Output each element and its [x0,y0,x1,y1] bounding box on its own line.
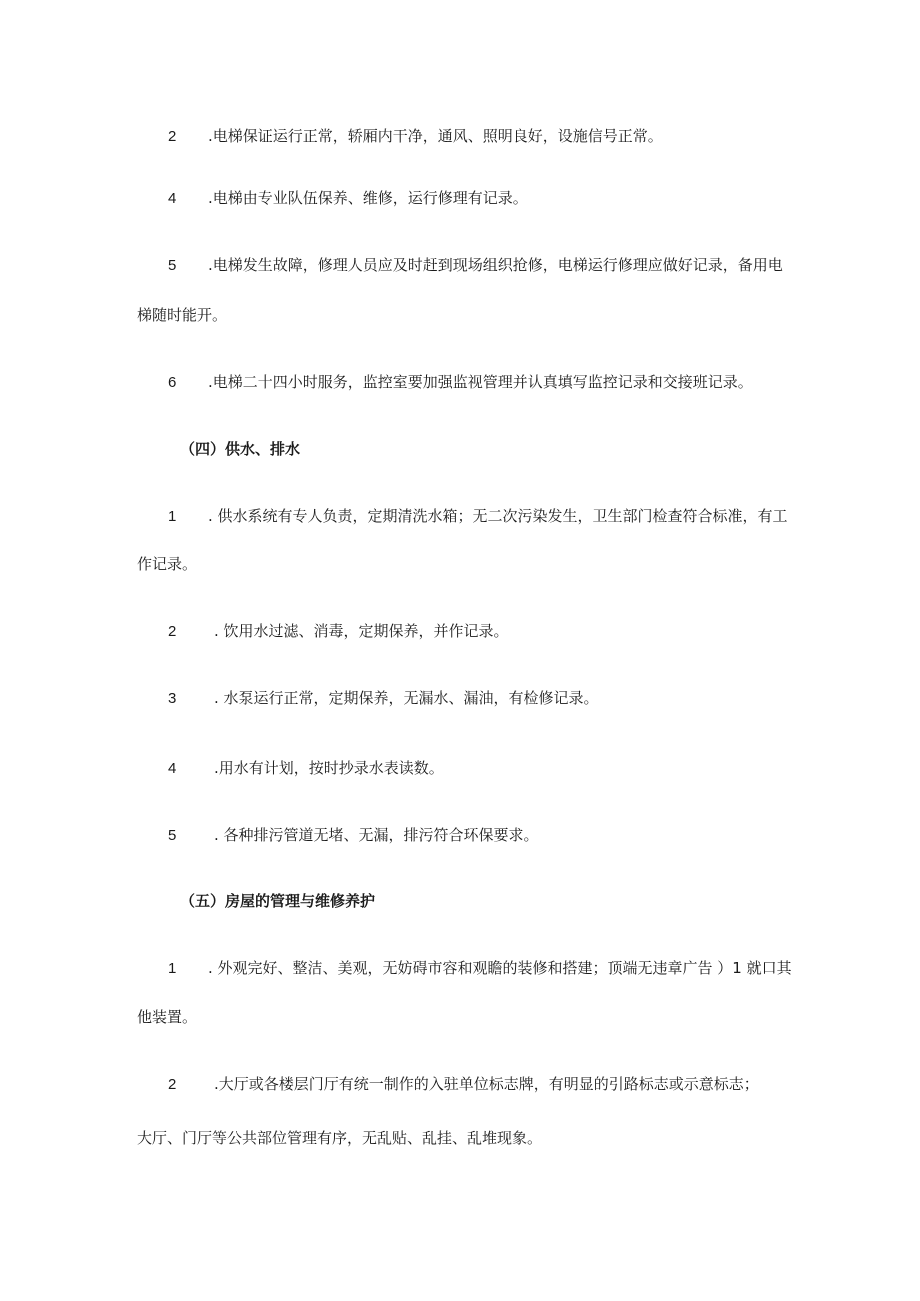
item-text: .电梯发生故障，修理人员应及时赶到现场组织抢修，电梯运行修理应做好记录，备用电 [208,256,783,274]
item-number: 2 [168,128,177,145]
item-number: 2 [168,1076,177,1093]
item-text-continuation: 他装置。 [137,1008,198,1026]
item-text: .电梯保证运行正常，轿厢内干净，通风、照明良好，设施信号正常。 [208,127,663,145]
list-item [168,1074,759,1095]
list-item [168,126,663,147]
item-number: 1 [168,508,177,525]
item-number: 5 [168,827,177,844]
list-item [168,255,783,276]
item-text: .电梯由专业队伍保养、维修，运行修理有记录。 [208,189,528,207]
item-text: . 饮用水过滤、消毒，定期保养，并作记录。 [214,622,509,640]
item-number: 6 [168,374,177,391]
item-text-continuation: 大厅、门厅等公共部位管理有序，无乱贴、乱挂、乱堆现象。 [137,1129,543,1147]
item-text: .用水有计划，按时抄录水表读数。 [214,759,444,777]
item-text: . 供水系统有专人负责，定期清洗水箱；无二次污染发生，卫生部门检查符合标准，有工 [208,507,788,525]
item-number: 5 [168,257,177,274]
item-number: 4 [168,760,177,777]
item-number: 1 [168,960,177,977]
item-text-continuation: 作记录。 [137,555,198,573]
list-item [168,688,599,709]
section-heading-building: （五）房屋的管理与维修养护 [180,892,376,910]
item-text: .电梯二十四小时服务，监控室要加强监视管理并认真填写监控记录和交接班记录。 [208,373,753,391]
list-item [168,506,788,527]
item-number: 3 [168,690,177,707]
list-item [168,758,444,779]
item-text: . 外观完好、整洁、美观，无妨碍市容和观瞻的装修和搭建；顶端无违章广告 ）1 就口其 [208,959,792,977]
item-text: . 各种排污管道无堵、无漏，排污符合环保要求。 [214,826,539,844]
list-item [168,188,528,209]
item-number: 4 [168,190,177,207]
section-heading-water: （四）供水、排水 [180,440,301,458]
list-item [168,825,539,846]
item-text: .大厅或各楼层门厅有统一制作的入驻单位标志牌，有明显的引路标志或示意标志； [214,1075,759,1093]
list-item [168,958,792,979]
list-item [168,621,509,642]
list-item [168,372,753,393]
item-text-continuation: 梯随时能开。 [137,306,228,324]
item-number: 2 [168,623,177,640]
item-text: . 水泵运行正常，定期保养，无漏水、漏油，有检修记录。 [214,689,599,707]
